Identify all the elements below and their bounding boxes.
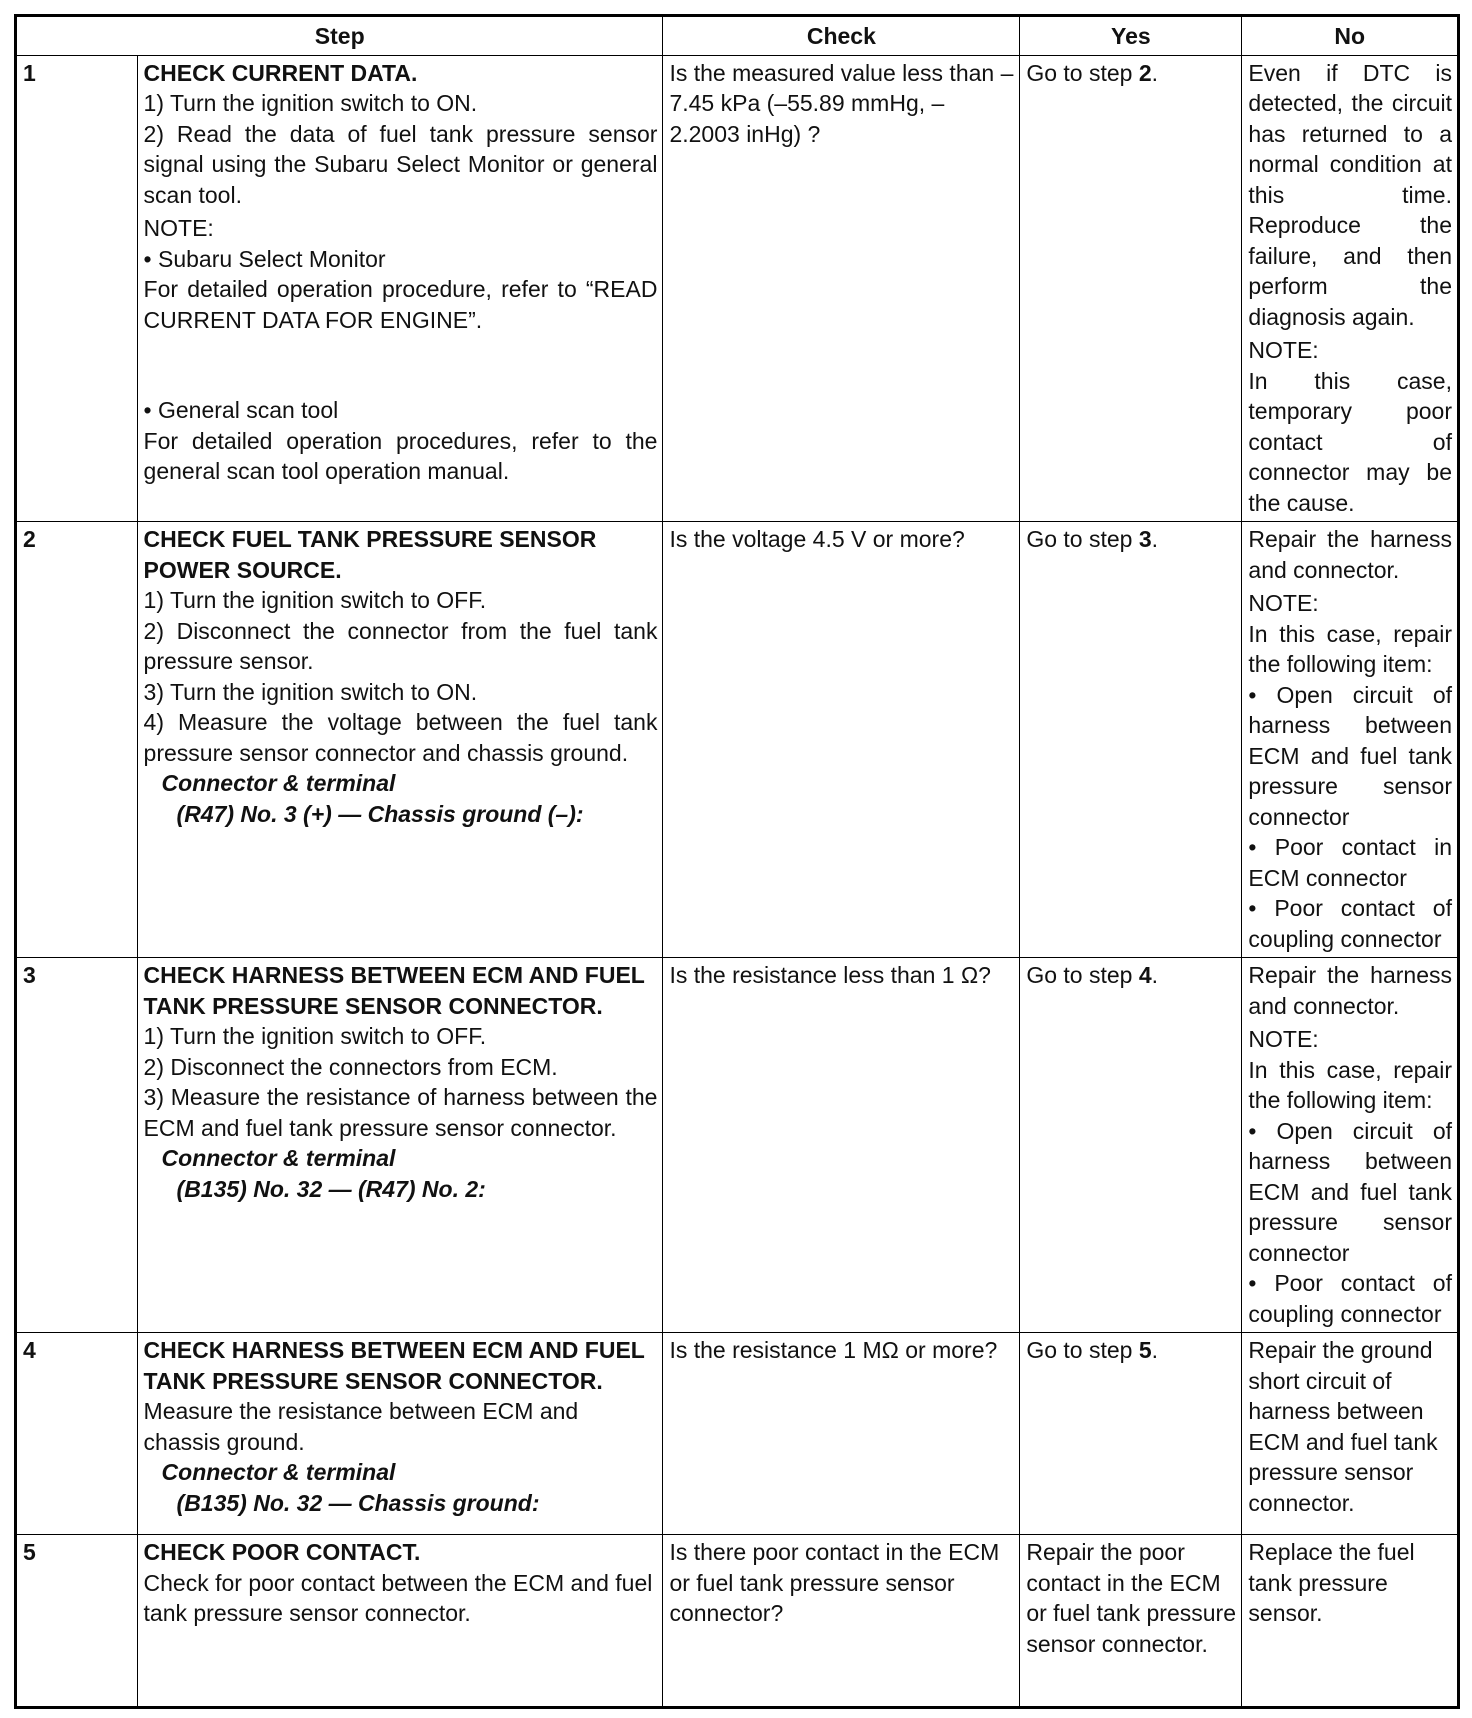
note-label: NOTE:	[1248, 337, 1319, 363]
yes-step: 4	[1138, 962, 1152, 988]
diagnostic-document	[14, 14, 1460, 1709]
step-title: CHECK CURRENT DATA.	[143, 59, 418, 86]
check-cell: Is the resistance 1 MΩ or more?	[663, 1333, 1020, 1535]
yes-prefix: Go to step	[1026, 526, 1139, 552]
table-row	[16, 522, 1459, 958]
step-line: Check for poor contact between the ECM and fuel tank pressure sensor connector.	[143, 1569, 653, 1626]
no-line: Repair the ground short circuit of harness between ECM and fuel tank pressure sensor connector.	[1248, 1337, 1438, 1516]
table-row	[16, 958, 1459, 1333]
table-row	[16, 1535, 1459, 1708]
step-description	[137, 1333, 663, 1535]
connector-label: Connector & terminal	[161, 1459, 396, 1485]
step-line: 1) Turn the ignition switch to ON.	[143, 90, 478, 116]
table-row	[16, 1333, 1459, 1535]
yes-prefix: Go to step	[1026, 962, 1139, 988]
connector-value: (R47) No. 3 (+) — Chassis ground (–):	[176, 800, 584, 827]
no-cell	[1242, 522, 1459, 958]
yes-cell: Repair the poor contact in the ECM or fuel tank pressure sensor connector.	[1020, 1535, 1242, 1708]
step-line: • General scan tool	[143, 397, 339, 423]
check-cell: Is the measured value less than –7.45 kPa (–55.89 mmHg, –2.2003 inHg) ?	[663, 55, 1020, 522]
step-number: 3	[16, 958, 138, 1333]
check-cell: Is the voltage 4.5 V or more?	[663, 522, 1020, 958]
note-label: NOTE:	[1248, 1026, 1319, 1052]
step-number: 1	[16, 55, 138, 522]
no-cell	[1242, 1535, 1459, 1708]
yes-suffix: .	[1151, 1337, 1159, 1363]
header-yes: Yes	[1020, 16, 1242, 56]
yes-cell	[1020, 1333, 1242, 1535]
no-line: In this case, repair the following item:	[1248, 620, 1452, 677]
step-line: 3) Measure the resistance of harness between the ECM and fuel tank pressure sensor connector.	[143, 1084, 658, 1141]
step-line: For detailed operation procedure, refer to “READ CURRENT DATA FOR ENGINE”.	[143, 276, 658, 333]
step-line: 2) Disconnect the connectors from ECM.	[143, 1053, 558, 1080]
no-line: Even if DTC is detected, the circuit has returned to a normal condition at this time. Reproduce the failure, and then perform the diagnosis again.	[1248, 59, 1452, 330]
step-line: 2) Disconnect the connector from the fuel tank pressure sensor.	[143, 617, 658, 674]
no-cell	[1242, 1333, 1459, 1535]
yes-prefix: Go to step	[1026, 1337, 1139, 1363]
no-line: • Poor contact of coupling connector	[1248, 1270, 1452, 1327]
check-cell: Is the resistance less than 1 Ω?	[663, 958, 1020, 1333]
connector-value: (B135) No. 32 — Chassis ground:	[176, 1489, 540, 1516]
yes-step: 5	[1138, 1337, 1152, 1363]
yes-cell	[1020, 958, 1242, 1333]
step-number: 5	[16, 1535, 138, 1708]
no-line: • Poor contact in ECM connector	[1248, 834, 1452, 891]
yes-step: 2	[1138, 59, 1152, 86]
no-line: Repair the harness and connector.	[1248, 526, 1452, 583]
yes-suffix: .	[1151, 962, 1159, 988]
step-number: 2	[16, 522, 138, 958]
step-title: CHECK FUEL TANK PRESSURE SENSOR POWER SOURCE.	[143, 526, 597, 583]
no-line: In this case, repair the following item:	[1248, 1056, 1452, 1113]
yes-cell	[1020, 55, 1242, 522]
yes-cell	[1020, 522, 1242, 958]
step-line: 4) Measure the voltage between the fuel tank pressure sensor connector and chassis ground.	[143, 709, 658, 766]
step-title: CHECK HARNESS BETWEEN ECM AND FUEL TANK PRESSURE SENSOR CONNECTOR.	[143, 1337, 645, 1394]
step-line: 1) Turn the ignition switch to OFF.	[143, 1023, 487, 1049]
connector-label: Connector & terminal	[161, 1145, 396, 1171]
no-line: • Poor contact of coupling connector	[1248, 895, 1452, 952]
note-label: NOTE:	[143, 215, 214, 241]
header-no: No	[1242, 16, 1459, 56]
no-cell	[1242, 958, 1459, 1333]
step-line: 3) Turn the ignition switch to ON.	[143, 678, 478, 705]
no-line: Replace the fuel tank pressure sensor.	[1248, 1539, 1415, 1626]
yes-step: 3	[1138, 526, 1152, 552]
step-description	[137, 958, 663, 1333]
diagnostic-table	[14, 14, 1460, 1709]
header-step: Step	[16, 16, 663, 56]
yes-suffix: .	[1151, 59, 1159, 86]
no-line: In this case, temporary poor contact of connector may be the cause.	[1248, 367, 1452, 516]
step-description	[137, 522, 663, 958]
no-line: • Open circuit of harness between ECM and fuel tank pressure sensor connector	[1248, 681, 1452, 830]
connector-label: Connector & terminal	[161, 770, 396, 796]
step-title: CHECK HARNESS BETWEEN ECM AND FUEL TANK PRESSURE SENSOR CONNECTOR.	[143, 962, 645, 1019]
table-header-row	[16, 16, 1459, 56]
no-cell	[1242, 55, 1459, 522]
connector-value: (B135) No. 32 — (R47) No. 2:	[176, 1175, 486, 1202]
step-description	[137, 55, 663, 522]
step-line: 1) Turn the ignition switch to OFF.	[143, 587, 487, 613]
step-line: For detailed operation procedures, refer to the general scan tool operation manual.	[143, 427, 658, 484]
step-line: Measure the resistance between ECM and chassis ground.	[143, 1398, 579, 1455]
header-check: Check	[663, 16, 1020, 56]
step-title: CHECK POOR CONTACT.	[143, 1539, 421, 1565]
no-line: • Open circuit of harness between ECM and fuel tank pressure sensor connector	[1248, 1117, 1452, 1266]
step-line: 2) Read the data of fuel tank pressure sensor signal using the Subaru Select Monitor or general scan tool.	[143, 120, 658, 208]
step-number: 4	[16, 1333, 138, 1535]
yes-prefix: Go to step	[1026, 59, 1139, 86]
step-line: • Subaru Select Monitor	[143, 245, 386, 272]
check-cell: Is there poor contact in the ECM or fuel tank pressure sensor connector?	[663, 1535, 1020, 1708]
step-description	[137, 1535, 663, 1708]
table-row	[16, 55, 1459, 522]
note-label: NOTE:	[1248, 590, 1319, 616]
yes-suffix: .	[1151, 526, 1159, 552]
no-line: Repair the harness and connector.	[1248, 962, 1452, 1019]
